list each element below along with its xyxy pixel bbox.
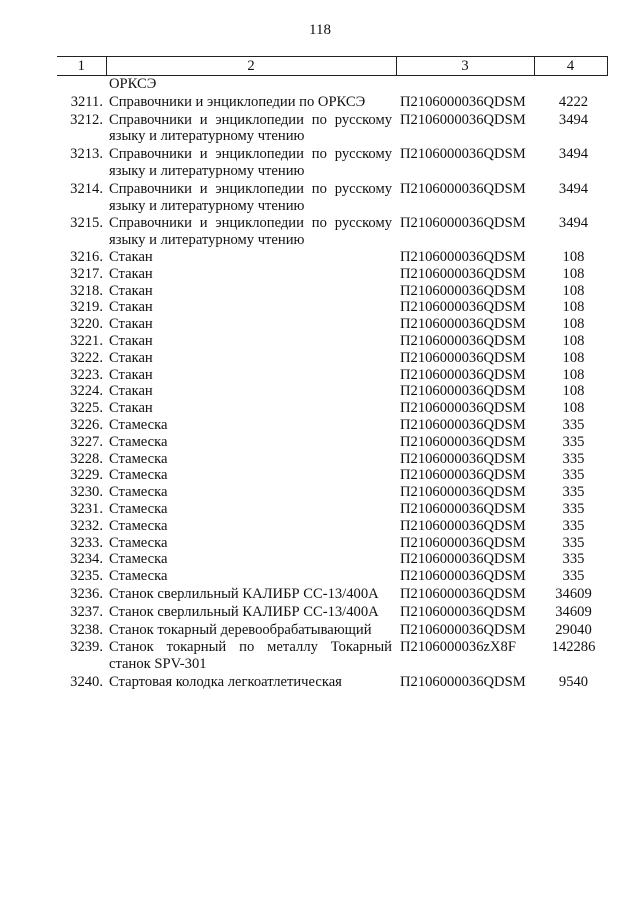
item-code: П2106000036QDSM [400,534,526,551]
item-price: 108 [562,316,585,333]
item-price: 335 [562,500,585,517]
table-row [57,585,607,603]
table-row [57,673,607,691]
item-price: 34609 [555,585,592,602]
item-code: П2106000036QDSM [400,316,526,333]
item-price: 108 [562,400,585,417]
item-name: Стакан [109,248,153,265]
item-code: П2106000036QDSM [400,621,526,638]
item-name: Справочники и энциклопедии по русскому языку и литературному чтению [109,215,392,249]
table-header-row [57,57,607,76]
item-price: 335 [562,517,585,534]
item-price: 108 [562,299,585,316]
item-code: П2106000036QDSM [400,146,526,163]
item-name: Стамеска [109,534,168,551]
row-number: 3215. [70,215,103,232]
item-name: Стакан [109,383,153,400]
row-number: 3238. [70,621,103,638]
row-number: 3235. [70,568,103,585]
table-row [57,333,607,350]
item-name: Справочники и энциклопедии по ОРКСЭ [109,93,366,110]
item-code: П2106000036QDSM [400,400,526,417]
table-row [57,145,607,180]
item-price: 335 [562,467,585,484]
item-name: Станок токарный деревообрабатывающий [109,621,372,638]
continuation-text: ОРКСЭ [109,76,157,92]
column-header: 1 [57,57,106,76]
row-number: 3229. [70,467,103,484]
row-number: 3227. [70,433,103,450]
item-code: П2106000036QDSM [400,248,526,265]
table-row [57,417,607,434]
row-number: 3211. [70,93,103,110]
item-price: 335 [562,534,585,551]
item-price: 108 [562,248,585,265]
item-price: 335 [562,568,585,585]
item-price: 108 [562,282,585,299]
table-row [57,451,607,468]
table-row [57,484,607,501]
item-code: П2106000036QDSM [400,383,526,400]
item-code: П2106000036QDSM [400,568,526,585]
items-table [57,56,608,691]
item-price: 3494 [558,215,589,232]
item-name: Стамеска [109,517,168,534]
table-row [57,249,607,266]
item-code: П2106000036QDSM [400,551,526,568]
item-price: 108 [562,383,585,400]
item-price: 108 [562,366,585,383]
item-code: П2106000036QDSM [400,299,526,316]
item-name: Справочники и энциклопедии по русскому языку и литературному чтению [109,146,392,179]
row-number: 3236. [70,585,103,602]
item-price: 335 [562,450,585,467]
item-price: 108 [562,349,585,366]
table-row [57,214,607,249]
item-code: П2106000036QDSM [400,484,526,501]
table-row [57,621,607,639]
item-name: Стамеска [109,467,168,484]
item-code: П2106000036QDSM [400,467,526,484]
item-code: П2106000036QDSM [400,500,526,517]
item-price: 3494 [558,180,589,197]
item-code: П2106000036QDSM [400,450,526,467]
item-price: 335 [562,551,585,568]
item-name: Справочники и энциклопедии по русскому языку и литературному чтению [109,180,392,214]
column-header: 3 [396,57,534,76]
table-row [57,283,607,300]
row-number: 3231. [70,500,103,517]
row-number: 3239. [70,639,103,656]
row-number: 3217. [70,265,103,282]
item-price: 335 [562,484,585,501]
row-number: 3233. [70,534,103,551]
table-row [57,383,607,400]
table-row [57,467,607,484]
table-row [57,93,607,111]
table-row [57,111,607,146]
row-number: 3240. [70,673,103,690]
item-name: Стакан [109,316,153,333]
item-code: П2106000036QDSM [400,282,526,299]
column-header: 2 [106,57,396,76]
row-number: 3221. [70,332,103,349]
item-name: Станок сверлильный КАЛИБР СС-13/400А [109,585,379,602]
item-code: П2106000036QDSM [400,111,526,128]
item-name: Стакан [109,332,153,349]
item-price: 108 [562,265,585,282]
item-name: Станок сверлильный КАЛИБР СС-13/400А [109,603,379,620]
row-number: 3219. [70,299,103,316]
row-number: 3223. [70,366,103,383]
row-number: 3218. [70,282,103,299]
item-code: П2106000036QDSM [400,585,526,602]
item-price: 3494 [558,111,589,128]
row-number: 3226. [70,416,103,433]
row-number: 3237. [70,603,103,620]
table-row [57,535,607,552]
table-row [57,568,607,585]
table-row [57,350,607,367]
item-name: Стамеска [109,416,168,433]
item-code: П2106000036QDSM [400,332,526,349]
table-row [57,400,607,417]
item-name: Стакан [109,349,153,366]
item-name: Стакан [109,400,153,417]
column-header: 4 [534,57,607,76]
item-code: П2106000036QDSM [400,433,526,450]
item-price: 9540 [558,673,589,690]
table-row [57,603,607,621]
table-row [57,518,607,535]
item-price: 108 [562,332,585,349]
item-price: 335 [562,433,585,450]
item-code: П2106000036QDSM [400,416,526,433]
item-name: Станок токарный по металлу Токарный станок SPV-301 [109,639,392,673]
item-name: Стартовая колодка легкоатлетическая [109,673,342,690]
row-number: 3213. [70,146,103,163]
item-price: 142286 [551,639,596,656]
item-code: П2106000036QDSM [400,517,526,534]
item-name: Стакан [109,366,153,383]
item-name: Стамеска [109,551,168,568]
item-name: Стамеска [109,433,168,450]
item-code: П2106000036QDSM [400,265,526,282]
row-number: 3212. [70,111,103,128]
table-row [57,638,607,673]
item-name: Стамеска [109,500,168,517]
item-code: П2106000036QDSM [400,93,526,110]
item-name: Стакан [109,282,153,299]
page-number: 118 [309,22,331,38]
item-name: Стакан [109,299,153,316]
table-row [57,299,607,316]
item-name: Справочники и энциклопедии по русскому языку и литературному чтению [109,111,392,145]
item-price: 34609 [555,603,592,620]
row-number: 3222. [70,349,103,366]
item-code: П2106000036QDSM [400,215,526,232]
item-code: П2106000036QDSM [400,603,526,620]
row-number: 3228. [70,450,103,467]
item-code: П2106000036QDSM [400,673,526,690]
item-name: Стакан [109,265,153,282]
item-name: Стамеска [109,568,168,585]
row-number: 3216. [70,248,103,265]
item-code: П2106000036zX8F [400,639,516,656]
item-price: 4222 [558,93,589,110]
item-code: П2106000036QDSM [400,180,526,197]
item-name: Стамеска [109,450,168,467]
row-number: 3220. [70,316,103,333]
table-row [57,367,607,384]
table-row [57,434,607,451]
item-price: 29040 [555,621,592,638]
table-row [57,501,607,518]
table-row [57,551,607,568]
item-code: П2106000036QDSM [400,349,526,366]
row-number: 3224. [70,383,103,400]
row-number: 3225. [70,400,103,417]
item-price: 335 [562,416,585,433]
item-price: 3494 [558,146,589,163]
row-number: 3232. [70,517,103,534]
continuation-row [57,76,607,93]
item-name: Стамеска [109,484,168,501]
row-number: 3214. [70,180,103,197]
table-row [57,180,607,215]
table-row [57,266,607,283]
row-number: 3230. [70,484,103,501]
item-code: П2106000036QDSM [400,366,526,383]
table-row [57,316,607,333]
row-number: 3234. [70,551,103,568]
